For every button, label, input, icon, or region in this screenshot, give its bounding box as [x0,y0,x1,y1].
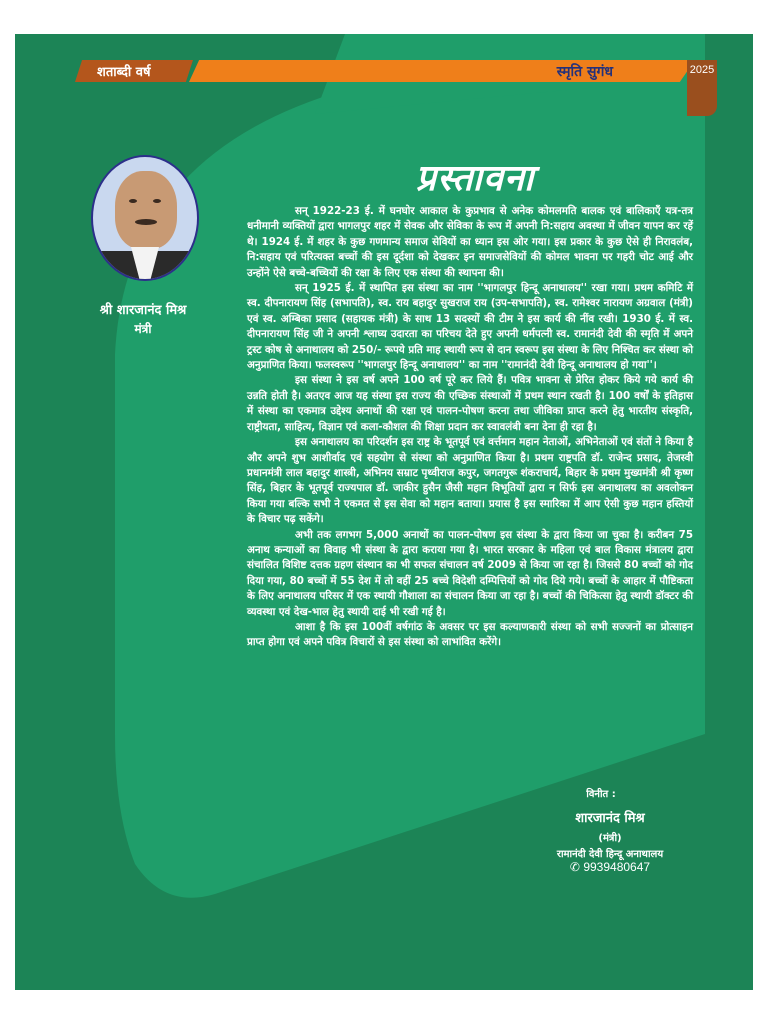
phone-number: 9939480647 [583,860,651,874]
portrait-face [115,171,177,249]
paragraph: सन् 1925 ई. में स्थापित इस संस्था का नाम ''भागलपुर हिन्दू अनाथालय'' रखा गया। प्रथम कमिटि में स्व. दीपनारायण सिंह (सभापति), स्व. राय बहादुर सुखराज राय (उप-सभापति), स्व. रामेश्वर नारायण अग्रवाल (मंत्री) एवं स्व. अम्बिका प्रसाद (सहायक मंत्री) के साथ 13 सदस्यों की टीम ने इस कार्य की नींव रखी। 1930 ई. में स्व. दीपनारायण सिंह जी ने अपनी श्लाघ्य उदारता का परिचय देते हुए अपनी धर्मपत्नी स्व. रामानंदी देवी की स्मृति में अपने ट्रस्ट कोष से अनाथालय को 250/- रूपये प्रति माह स्थायी रूप से दान स्वरूप इस संस्था के लिए निश्चित कर संस्था को अनुप्राणित किया। फलस्वरूप ''भागलपुर हिन्दू अनाथालय'' का नाम ''रामानंदी देवी हिन्दू अनाथालय हो गया''। [247,282,693,372]
article-body [247,204,693,651]
paragraph: अभी तक लगभग 5,000 अनाथों का पालन-पोषण इस संस्था के द्वारा किया जा चुका है। करीबन 75 अनाथ कन्याओं का विवाह भी संस्था के द्वारा कराया गया है। भारत सरकार के महिला एवं बाल विकास मंत्रालय द्वारा संचालित विशिष्ट दत्तक ग्रहण संस्थान का भी सफल संचालन वर्ष 2009 से किया जा रहा है। जिससे 80 बच्चों को गोद दिया गया, 80 बच्चों में 55 देश में तो वहीं 25 बच्चे विदेशी दम्पित्तियों को गोद दिये गये। बच्चों के आहार में पौष्टिकता के लिए अनाथालय परिसर में एक स्थायी गौशाला का संचालन किया जा रहा है। बच्चों की चिकित्सा हेतु स्थायी डॉक्टर की व्यवस्था एवं देख-भाल हेतु स्थायी दाई भी रखी गई है। [247,528,693,618]
signature-organization: रामानंदी देवी हिन्दू अनाथालय [556,849,664,860]
portrait-mustache [135,219,157,225]
paragraph: सन् 1922-23 ई. में घनघोर आकाल के कुप्रभाव से अनेक कोमलमति बालक एवं बालिकाएँ यत्र-तत्र धनीमानी व्यक्तियों द्वारा भागलपुर शहर में सेवक और सेविका के रूप में अपनी नि:सहाय अवस्था में जीवन यापन कर रहें थे। 1924 ई. में शहर के कुछ गणमान्य समाज सेवियों का ध्यान इस ओर गया। इस प्रकार के कुछ ऐसे ही निरावलंब, नि:सहाय एवं परित्यक्त बच्चों की इस दूर्दशा को देखकर इन समाजसेवियों की कोमल भावना पर गहरी चोट आई और उन्होंने ऐसे बच्चे-बच्चियों की रक्षा के लिए एक संस्था की स्थापना की। [247,205,693,279]
header-band-orange [189,60,695,82]
signature-role: (मंत्री) [598,833,622,844]
magazine-year: 2025 [689,64,715,76]
profile-role: मंत्री [134,322,152,336]
page-title: प्रस्तावना [415,158,535,199]
portrait-eye [153,199,161,203]
signature-name: शारजानंद मिश्र [575,811,645,826]
paragraph: इस संस्था ने इस वर्ष अपने 100 वर्ष पूरे कर लिये हैं। पवित्र भावना से प्रेरित होकर किये गये कार्य की उन्नति होती है। अतएव आज यह संस्था इस राज्य की एच्छिक संस्थाओं में प्रथम स्थान रखती है। 100 वर्षों के इतिहास में संस्था का एकमात्र उद्देश्य अनाथों की रक्षा एवं पालन-पोषण करना तथा जीविका प्राप्त करने हेतु भारतीय संस्कृति, राष्ट्रीयता, साहित्य, विज्ञान एवं कला-कौशल की शिक्षा प्रदान कर स्वावलंबी बना देना ही रहा है। [247,374,693,433]
phone-icon: ✆ [569,860,580,874]
signature-phone-line [535,860,685,874]
magazine-title: स्मृति सुगंध [556,64,613,80]
header-band [75,60,715,82]
portrait-photo [91,155,199,281]
section-label: शताब्दी वर्ष [97,65,151,80]
portrait-eye [129,199,137,203]
signature-salutation: विनीत : [586,789,616,800]
magazine-page [15,34,753,990]
profile-name: श्री शारजानंद मिश्र [99,303,187,318]
paragraph: इस अनाथालय का परिदर्शन इस राष्ट्र के भूतपूर्व एवं वर्त्तमान महान नेताओं, अभिनेताओं एवं संतों ने किया है और अपने शुभ आशीर्वाद एवं सहयोग से संस्था को अनुप्राणित किया है। प्रथम राष्ट्रपति डॉ. राजेन्द प्रसाद, तेजस्वी प्रधानमंत्री लाल बहादुर शास्त्री, अभिनय सम्राट पृथ्वीराज कपुर, जगतगुरू शंकराचार्य, बिहार के प्रथम मुख्यमंत्री श्री कृष्ण सिंह, बिहार के भूतपूर्व राज्यपाल डॉ. जाकीर हुसैन जैसी महान विभूतियों द्वारा न सिर्फ इस अनाथालय का अवलोकन किया गया बल्कि सभी ने एकमत से इस सेवा को महान बताया। प्रयास है इस स्मारिका में आप ऐसी कुछ महान हस्तियों के विचार पढ़ सकेंगे। [247,436,693,526]
paragraph: आशा है कि इस 100वीं वर्षगांठ के अवसर पर इस कल्याणकारी संस्था को सभी सज्जनों का प्रोत्साहन प्राप्त होगा एवं अपने पवित्र विचारों से इस संस्था को लाभांवित करेंगे। [247,620,693,649]
